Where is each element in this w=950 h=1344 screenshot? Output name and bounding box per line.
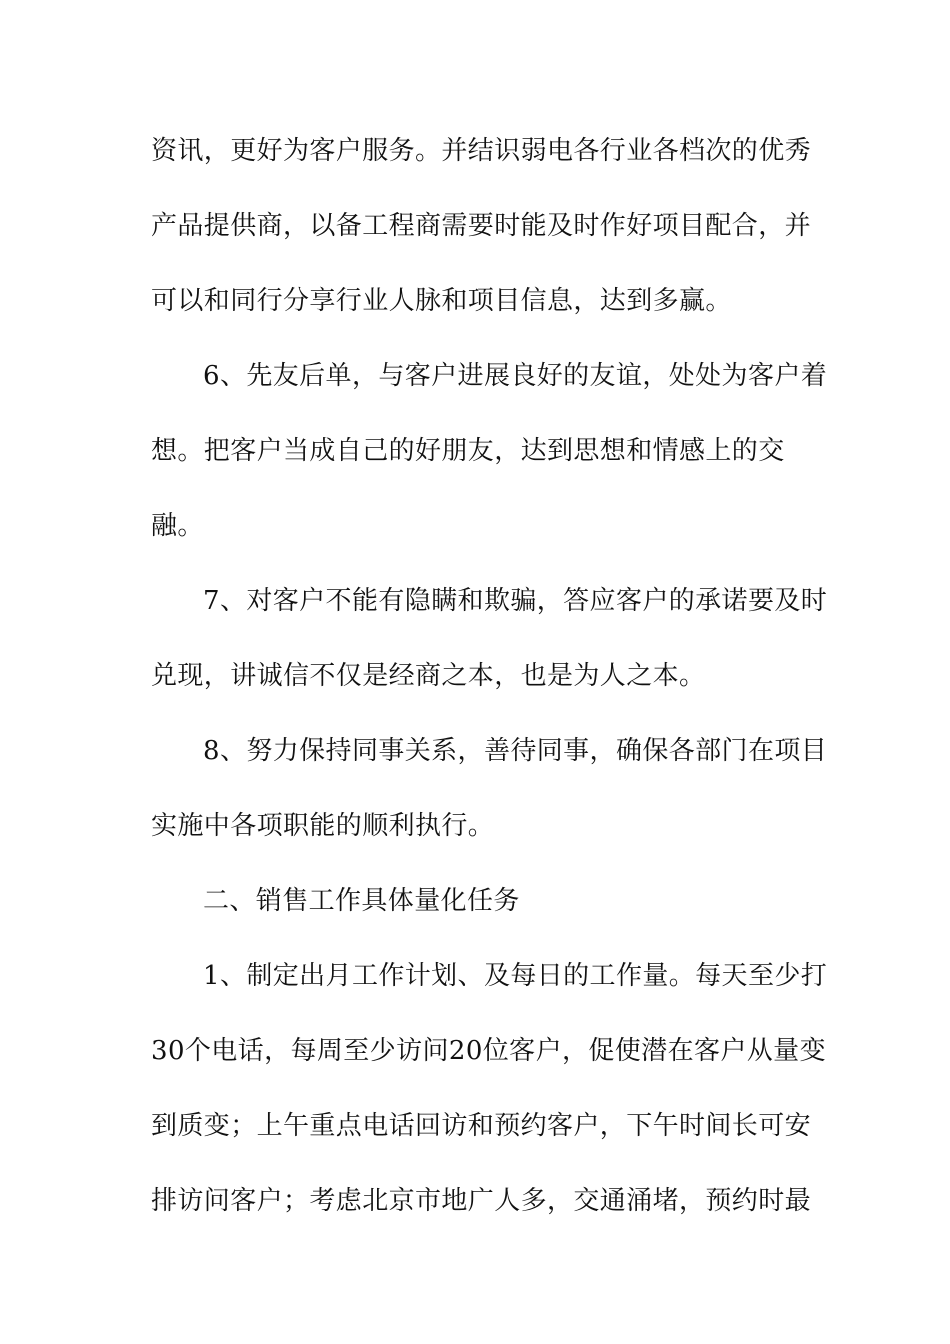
paragraph-7-start: 7、对客户不能有隐瞒和欺骗，答应客户的承诺要及时 (203, 586, 828, 616)
paragraph-6-start: 6、先友后单，与客户进展良好的友谊，处处为客户着 (203, 361, 828, 391)
text-line: 到质变；上午重点电话回访和预约客户，下午时间长可安 (151, 1111, 812, 1141)
text-line: 资讯，更好为客户服务。并结识弱电各行业各档次的优秀 (151, 136, 812, 166)
paragraph-8-start: 8、努力保持同事关系，善待同事，确保各部门在项目 (203, 736, 828, 766)
paragraph-1-start: 1、制定出月工作计划、及每日的工作量。每天至少打 (203, 961, 828, 991)
text-line: 30个电话，每周至少访问20位客户，促使潜在客户从量变 (151, 1036, 826, 1066)
text-line: 排访问客户；考虑北京市地广人多，交通涌堵，预约时最 (151, 1186, 812, 1216)
section-heading: 二、销售工作具体量化任务 (203, 886, 520, 916)
text-line: 实施中各项职能的顺利执行。 (151, 811, 495, 841)
text-line: 可以和同行分享行业人脉和项目信息，达到多赢。 (151, 286, 732, 316)
text-line: 融。 (151, 511, 204, 541)
text-line: 产品提供商，以备工程商需要时能及时作好项目配合，并 (151, 211, 812, 241)
text-line: 兑现，讲诚信不仅是经商之本，也是为人之本。 (151, 661, 706, 691)
text-line: 想。把客户当成自己的好朋友，达到思想和情感上的交 (151, 436, 785, 466)
